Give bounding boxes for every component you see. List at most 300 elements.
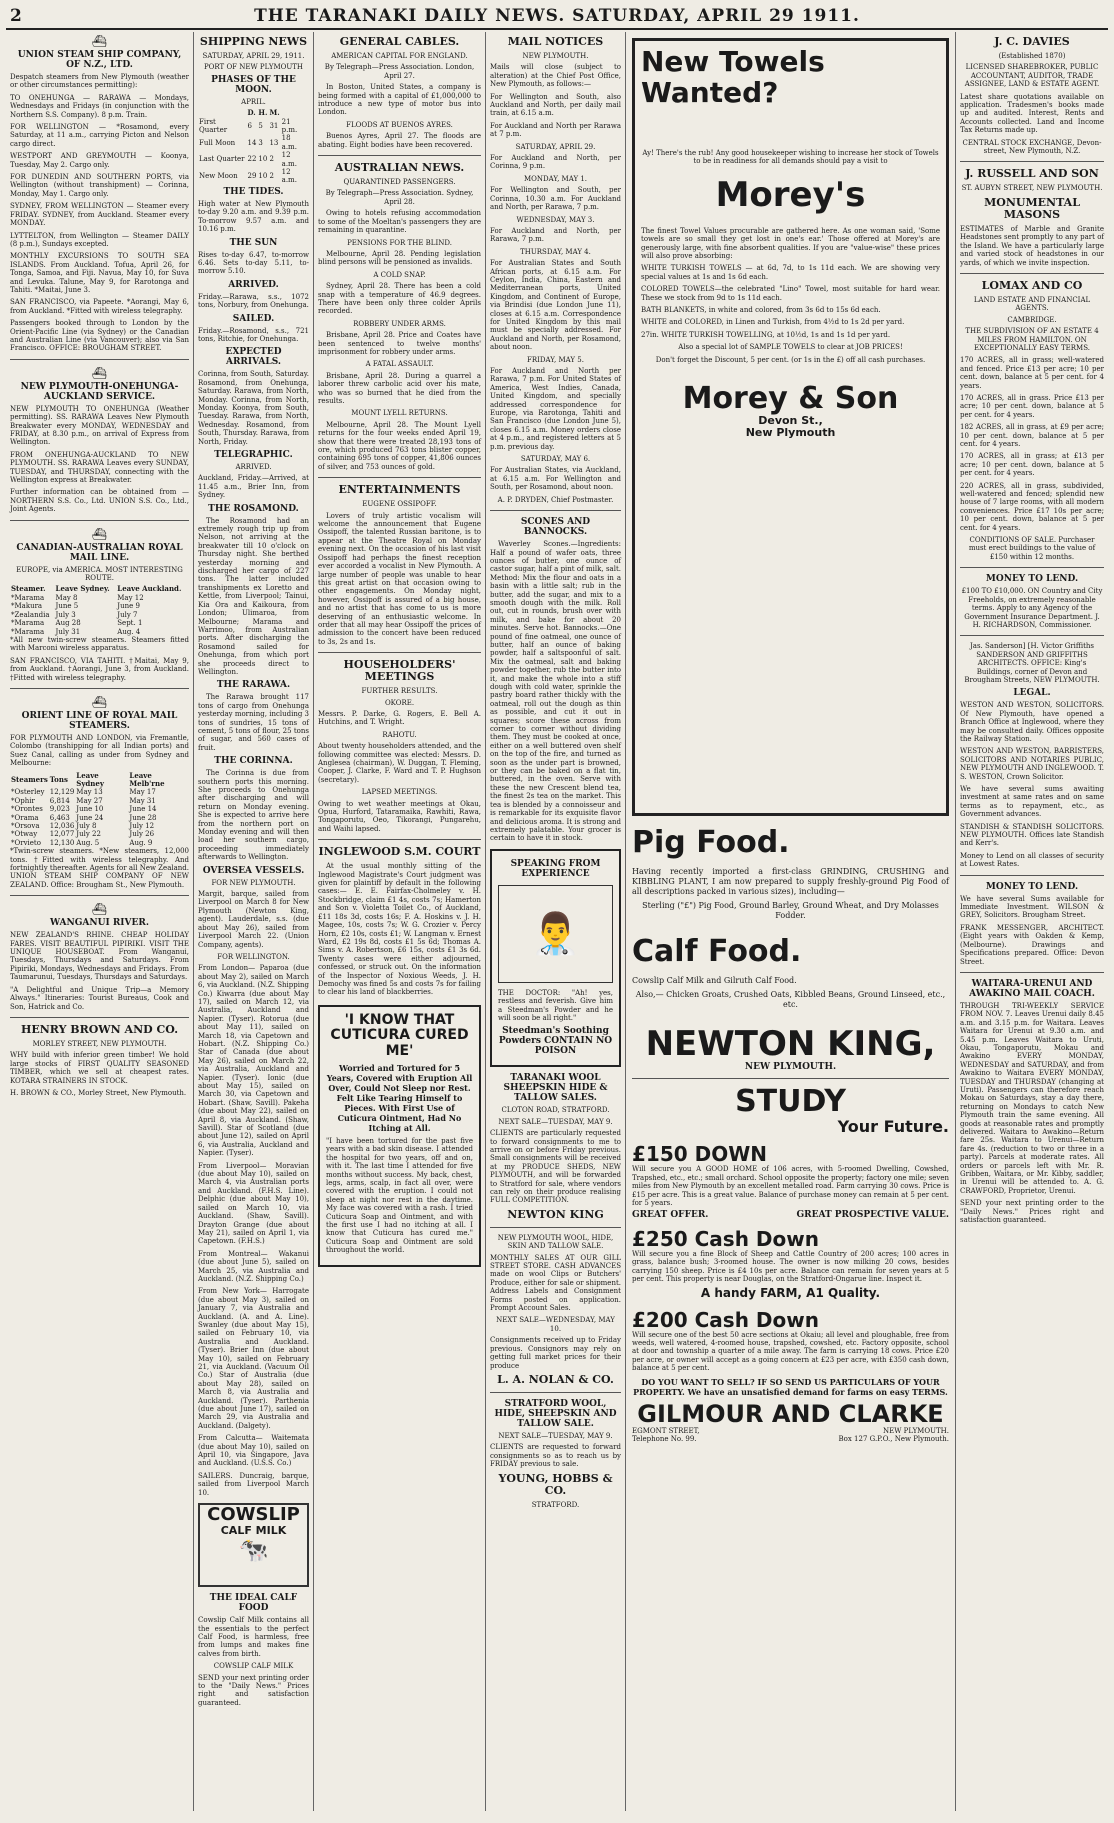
moon-heading: PHASES OF THE MOON. [211,74,296,95]
corinna-heading: THE CORINNA. [214,756,293,767]
text-c2-moon_rows-1-0: Full Moon [199,138,236,147]
text-c2-moon_rows-1-1: 14 [247,138,257,147]
text-c6-lots-0: 170 ACRES, all in grass; well-watered and fenced. Price £13 per acre; 10 per cent. down, balance at 5 per cent. for 4 years. [960,356,1104,390]
text-c1-orient_rows-3-0: *Orama [11,813,39,822]
scones-body: Waverley Scones.—Ingredients: Half a pound of wafer oats, three ounces of butter, one ounce of castor sugar, half a pint of milk, salt. Method: Mix the flour and oats in a basin with a little salt; rub in the butter, add the sugar, and mix to a smooth dough with the milk. Roll out, cut in rounds, brush over with milk, and bake for about 20 minutes. Serve hot. Bannocks.—One pound of fine oatmeal, one ounce of butter, half an ounce of baking powder, half a saltspoonful of salt. Mix the oatmeal, salt and baking powder together, rub the butter into it, and make the whole into a stiff dough with cold water, sprinkle the pastry board rather thickly with the oatmeal, roll out the dough as thin as possible, and cut it out in squares; score these across from corner to corner without dividing them. They must be cooked at once, either on a well buttered oven shelf on the top of the fire, and turned as soon as the under part is browned, or they can be baked on a flat tin, buttered, in the oven. Serve with these the new Crescent blend tea, the finest 2s tea on the market. This tea is blended by a connoisseur and is remarkable for its exquisite flavor and delicious aroma. It is strong and extremely palatable. Your grocer is certain to have it in stock. [490,540,621,843]
text-c2-moon_rows-2-0: Last Quarter [199,155,245,164]
usco-note: Despatch steamers from New Plymouth (weather or other circumstances permitting): [10,73,189,90]
text-c4-ybc: YOUNG, HOBBS & CO. [498,1471,613,1497]
table-row [10,611,189,619]
text-c5-nk_loc: NEW PLYMOUTH. [744,1062,837,1073]
study-advert [632,1085,949,1444]
oversea-london: From London— Paparoa (due about May 2), sailed on March 6, via Auckland. (N.Z. Shipping Co.) Kiwarra (due about May 17), sailed on March 12, via Australia, Auckland and Napier. (Tyser). Rotorua (due about May 11), sailed on March 18, via Capetown and Hobart. (N.Z. Shipping Co.) Star of Canada (due about May 26), sailed on March 22, via Australia, Auckland and Napier. (Tyser). Ionic (due about May 15), sailed on March 30, via Capetown and Hobart. (Shaw, Savill). Pakeha (due about May 22), sailed on April 8, via Auckland. (Shaw, Savill). Star of Scotland (due about June 12), sailed on April 6, via Australia, Auckland and Napier. (Tyser). [198,964,309,1158]
text-c1-can_rows-3-0: *Marama [11,619,45,628]
text-c4-m2: For Auckland and North per Rarawa at 7 p.m. [490,121,621,139]
text-c4-m6: For Australian States and South African ports, at 6.15 a.m. For Ceylon, India, China, Eastern and Mediterranean ports, United Kingdom, and Continent of Europe, via Brindisi (due London June 11), closes at 6.15 a.m. Correspondence for United Kingdom by this mail must be specially addressed. For Auckland and North, per Rosamond, about noon. [490,259,621,352]
text-c4-sig: A. P. DRYDEN, Chief Postmaster. [497,495,614,504]
text-c1-orient_rows-6-1: 12,130 [49,838,75,847]
text-c4-ee_foot: Steedman's Soothing Powders CONTAIN NO POISON [498,1026,613,1057]
text-c4-ybc_loc: STRATFORD. [531,1500,580,1509]
text-c3-cut_head: 'I KNOW THAT CUTICURA CURED ME' [330,1011,469,1059]
text-c4-m3: For Auckland and North, per Corinna, 9 p.m. [490,154,621,171]
text-c4-wool_next: NEXT SALE—TUESDAY, MAY 9. [498,1117,613,1126]
masthead-title: THE TARANAKI DAILY NEWS. SATURDAY, APRIL 29 1911. [254,6,860,26]
text-c1-can_rows-2-2: July 7 [117,610,138,619]
text-c6-sand: Jas. Sanderson] [H. Victor Griffiths SANDERSON AND GRIFFITHS ARCHITECTS. OFFICE: King's Buildings, corner of Devon and Brougham Streets, NEW PLYMOUTH. [964,642,1100,684]
text-c6-stand: STANDISH & STANDISH SOLICITORS. NEW PLYMOUTH. Offices late Standish and Kerr's. [960,822,1104,848]
text-c4-loc: NEW PLYMOUTH. [522,52,589,60]
usco-lyttelton: LYTTELTON, from Wellington — Steamer DAILY (8 p.m.), Sundays excepted. [10,231,189,248]
oversea-sailers: SAILERS. Duncraig, barque, sailed from Liverpool March 10. [198,1471,309,1497]
column-display-ads [626,32,956,1811]
text-c6-lots-4: 220 ACRES, all in grass, subdivided, well-watered and fenced; splendid new house of 7 large rooms, with all modern conveniences. Price £17 10s per acre; 10 per cent. down, balance at 5 per cent. for 4 years. [960,481,1104,532]
text-c3-a1_head: AMERICAN CAPITAL FOR ENGLAND. [331,52,468,60]
rosamond-body: The Rosamond had an extremely rough trip up from Nelson, not arriving at the breakwater till 10 o'clock on Thursday night. She berthed yesterday morning and discharged her cargo of 227 tons. The latter included transhipments ex Loretto and Kettle, from Liverpool; Tainui, Kia Ora and Kaikoura, from London; Ulimaroa, from Melbourne; Marama and Warrimoo, from Australian ports. After discharging the Rosamond sailed for Onehunga, from which port she proceeds direct to Wellington. [198,516,309,676]
text-c2-moon_rows-1-3: 13 [269,138,279,147]
henry-brown-body: WHY build with inferior green timber! We hold large stocks of FIRST QUALITY SEASONED TIMBER, which we sell at cheapest rates. KOTARA STRAINERS IN STOCK. [10,1051,189,1085]
text-c5-morey_addr1: Devon St., [758,414,823,428]
text-c1-orient_rows-2-2: June 10 [76,805,104,814]
wanganui-body: NEW ZEALAND'S RHINE. CHEAP HOLIDAY FARES. VISIT BEAUTIFUL PIPIRIKI. VISIT THE UNIQUE HOUSEBOAT. From Wanganui, Tuesdays, Thursdays and Saturdays. From Pipiriki, Mondays, Wednesdays and Fridays. From Taumarunui, Tuesdays, Thursdays and Saturdays. [10,931,189,982]
pig-food-advert [632,826,949,1072]
text-c5-morey_addr2: New Plymouth [745,426,836,440]
text-c5-p150: Will secure you A GOOD HOME of 106 acres, with 5-roomed Dwelling, Cowshed, Trapshed, etc., etc.; small orchard. School opposite the property; factory one mile; seven miles from New Plymouth by an excellent metalled road. Farm carrying 30 cows. Price is £15 per acre. This is a great value. Balance of purchase money can remain at 5 per cent. for 5 years. [632,1165,949,1208]
text-c4-m1: For Wellington and South, also Auckland and North, per daily mail train, at 6.15 a.m. [490,92,621,118]
text-c1-can_rows-2-0: *Zealandia [11,610,50,619]
text-c6-lomax_body: THE SUBDIVISION OF AN ESTATE 4 MILES FROM HAMILTON. ON EXCEPTIONALLY EASY TERMS. [965,327,1099,352]
text-c4-nk_body2: Consignments received up to Friday previous. Consignors may rely on getting full market prices for their produce [490,1336,621,1370]
text-c2-cowslip_sub: CALF MILK [220,1523,287,1537]
column-professional [956,32,1108,1811]
scones-heading: SCONES AND BANNOCKS. [520,517,591,538]
text-c3-a3: Owing to hotels refusing accommodation to some of the Moeltan's passengers they are remaining in quarantine. [318,209,481,235]
table-row [10,839,189,847]
sun-body: Rises to-day 6.47, to-morrow 6.46. Sets to-day 5.11, to-morrow 5.10. [198,250,309,276]
text-c2-moon_rows-3-3: 2 [269,172,274,181]
cow-icon: 🐄 [238,1535,269,1564]
text-c6-jr_addr: ST. AUBYN STREET, NEW PLYMOUTH. [961,184,1103,193]
corinna-body: The Corinna is due from southern ports this morning. She proceeds to Onehunga after discharging and will return on Monday evening. She is expected to arrive here from the northern port on Monday evening and will then load her southern cargo, proceeding immediately afterwards to Wellington. [198,769,309,862]
text-c4-nolan: L. A. NOLAN & CO. [497,1372,614,1386]
text-c5-p150_head: £150 DOWN [632,1142,768,1167]
text-c5-towels_body: The finest Towel Values procurable are gathered here. As one woman said, 'Some towels are so small they get lost in one's ear.' Those offered at Morey's are generously large, with fine absorbent qualities. If you are "value-wise" these prices will also prove absorbing: [641,226,940,261]
text-c1-orient_rows-3-2: June 24 [76,813,104,822]
text-c1-can_rows-0-2: May 12 [117,593,144,602]
text-c4-d2: MONDAY, MAY 1. [523,174,588,183]
text-c2-moon_rows-0-4: 21 p.m. [281,117,298,135]
text-c4-wool_head: TARANAKI WOOL SHEEPSKIN HIDE & TALLOW SALES. [503,1073,608,1104]
text-c3-a2_head: FLOODS AT BUENOS AYRES. [346,120,453,129]
np-service-foot: Further information can be obtained from — NORTHERN S.S. Co., Ltd. UNION S.S. Co., Ltd., Joint Agents. [10,488,189,514]
text-c5-calf_title: Calf Food. [632,934,802,969]
usco-sydney: SYDNEY, FROM WELLINGTON — Steamer every FRIDAY. SYDNEY, from Auckland. Steamer every MONDAY. [10,202,189,228]
usco-onehunga: TO ONEHUNGA — RARAWA — Mondays, Wednesdays and Fridays (in conjunction with the Northern S.S. Company). 8 p.m. Train. [10,93,189,119]
text-c1-can_rows-1-1: June 5 [55,602,79,611]
text-c3-a8: Melbourne, April 28. The Mount Lyell returns for the four weeks ended April 19, show that there were treated 28,193 tons of ore, which produced 763 tons blister copper, containing 695 tons of copper, 41,806 ounces of silver, and 753 ounces of gold. [318,420,481,471]
newton-king-title: NEWTON KING, [645,1024,936,1064]
cowslip-advert [198,1503,309,1587]
text-c3-a5_head: A COLD SNAP. [373,270,426,279]
text-c3-hh_r_body: About twenty householders attended, and the following committee was elected: Messrs. D. Anglesea (chairman), W. Duggan, T. Fleming, Cooper, J. Clarke, F. Ward and T. P. Hughson (secretary). [318,742,481,784]
text-c2-moon_cols-1: D. [247,108,256,118]
text-c1-orient_rows-0-2: May 13 [76,788,103,797]
steamer-illustration-4: ⛴ [91,694,108,709]
text-c2-moon_rows-0-1: 6 [247,121,252,130]
text-c3-hh_r: RAHOTU. [382,730,417,739]
text-c4-m8: For Australian States, via Auckland, at 6.15 a.m. For Wellington and South, per Rosamond, about noon. [490,466,621,492]
cable-american-capital: In Boston, United States, a company is being formed with a capital of £1,000,000 to introduce a new type of motor bus into London. [318,83,481,117]
text-c5-p200_head: £200 Cash Down [632,1307,819,1332]
text-c6-money: £100 TO £10,000. ON Country and City Freeholds, on extremely reasonable terms. Apply to any Agency of the Government Insurance Department. J. H. RICHARDSON, Commissioner. [961,587,1103,629]
oversea-np-body: Margit, barque, sailed from Liverpool on March 8 for New Plymouth (Newton King, agent). Lauderdale, s.s. (due about May 26), sailed from Liverpool March 22. (Union Company, agents). [198,890,309,949]
text-c6-lomax_sub: LAND ESTATE AND FINANCIAL AGENTS. [973,295,1091,313]
text-c6-money2_head: MONEY TO LEND. [985,881,1079,892]
russell-heading: J. RUSSELL AND SON [965,167,1099,181]
text-c5-t3: BATH BLANKETS, in white and colored, from 3s 6d to 15s 6d each. [641,306,881,315]
text-c5-study_title: STUDY [735,1083,846,1119]
table-row [10,619,189,627]
text-c5-gc_tel: Telephone No. 99. [632,1435,697,1444]
table-row [198,134,309,151]
wanganui-foot: "A Delightful and Unique Trip—a Memory Always." Itineraries: Tourist Bureaus, Cook and Son, Hatrick and Co. [10,985,189,1011]
text-c3-a1_by: By Telegraph—Press Association. London, April 27. [324,63,475,80]
column-shipping-ads [6,32,194,1811]
text-c5-towels_disc: Don't forget the Discount, 5 per cent. (or 1s in the £) off all cash purchases. [655,355,926,364]
rarawa-body: The Rarawa brought 117 tons of cargo from Onehunga yesterday morning, including 3 tons of sundries, 15 tons of cement, 5 tons of flour, 25 tons of sugar, and 560 cases of fruit. [198,693,310,752]
orient-line-heading: ORIENT LINE OF ROYAL MAIL STEAMERS. [21,710,178,731]
text-c3-cut_body: "I have been tortured for the past five years with a bad skin disease. I attended the hospital for two years, off and on, with it. The last time I attended for five months without success. My back, chest, legs, arms, scalp, in fact all over, were covered with the eruption. I could not sleep at night nor rest in the daytime. My face was covered with a rash. I tried Cuticura Soap and Ointment, and with the first use I had no itching at all. I know that Cuticura has cured me." Cuticura Soap and Ointment are sold throughout the world. [326,1136,473,1255]
text-c4-nk_sub: NEW PLYMOUTH WOOL, HIDE, SKIN AND TALLOW SALE. [497,1233,614,1251]
text-c4-d1: SATURDAY, APRIL 29. [515,142,596,151]
text-c1-can_rows-3-2: Sept. 1 [117,619,143,628]
text-c5-pig_list: Sterling ("£") Pig Food, Ground Barley, Ground Wheat, and Dry Molasses Fodder. [642,901,939,920]
text-c5-t4: WHITE and COLORED, in Linen and Turkish, from 4½d to 1s 2d per yard. [641,318,905,327]
text-c6-weston: WESTON AND WESTON, SOLICITORS. Of New Plymouth, have opened a Branch Office at Inglewood, where they may be consulted daily. Offices opposite the Railway Station. [960,701,1104,743]
text-c1-orient_rows-4-1: 12,036 [49,822,75,830]
text-c1-orient_rows-4-2: July 8 [76,822,97,830]
text-c1-can_cols-0: Steamer. [11,584,46,594]
rosamond-heading: THE ROSAMOND. [208,503,299,514]
text-c2-moon_rows-2-4: 12 a.m. [281,151,297,168]
text-c1-can_rows-0-1: May 8 [55,593,78,602]
cowslip-foot: COWSLIP CALF MILK [213,1662,294,1671]
gilmour-clarke-title: GILMOUR AND CLARKE [637,1399,944,1428]
text-c5-towels_title2: Wanted? [641,75,779,109]
table-row [198,168,309,185]
oversea-liverpool: From Liverpool— Moravian (due about May 10), sailed on March 4, via Australian ports and Auckland. (F.H.S. Line). Delphic (due about May 10), sailed on March 10, via Auckland. (Shaw, Savill). Drayton Grange (due about May 21), sailed on April 1, via Capetown. (F.H.S.) [198,1161,309,1246]
cable-floods: Buenos Ayres, April 27. The floods are abating. Eight bodies have been recovered. [318,132,481,149]
text-c2-moon_rows-3-4: 12 a.m. [281,168,297,185]
cowslip-body: Cowslip Calf Milk contains all the essentials to the perfect Calf Food, is harmless, free from lumps and makes fine calves from birth. [198,1616,309,1658]
henry-brown-heading: HENRY BROWN AND CO. [20,1022,179,1036]
rarawa-heading: THE RARAWA. [216,680,291,691]
table-row [10,788,189,796]
text-c1-can_cols-1: Leave Sydney. [55,584,110,594]
np-service-body: NEW PLYMOUTH TO ONEHUNGA (Weather permitting). SS. RARAWA Leaves New Plymouth Breakwater every MONDAY, WEDNESDAY and FRIDAY, at 8.30 p.m., on arrival of Express from Wellington. [10,404,189,447]
moon-table [198,109,309,185]
text-c4-strat_head: STRATFORD WOOL, HIDE, SHEEPSKIN AND TALLOW SALE. [494,1398,617,1429]
text-c4-d5: FRIDAY, MAY 5. [527,355,584,364]
usco-sanfran: SAN FRANCISCO, via Papeete. *Aorangi, May 6, from Auckland. *Fitted with wireless telegraphy. [10,298,189,315]
telegraphic-heading: TELEGRAPHIC. [214,450,293,460]
text-c6-lots-1: 170 ACRES, all in grass. Price £13 per acre; 10 per cent. down, balance at 5 per cent. for 4 years. [960,393,1104,419]
text-c1-orient_rows-0-0: *Osterley [11,788,45,797]
usco-heading: UNION STEAM SHIP COMPANY, OF N.Z., LTD. [17,50,182,70]
text-c5-calf_also: Also,— Chicken Groats, Crushed Oats, Kibbled Beans, Ground Linseed, etc., etc. [635,990,946,1009]
text-c3-cut_sub: Worried and Tortured for 5 Years, Covered with Eruption All Over, Could Not Sleep nor Rest. Felt Like Tearing Himself to Pieces. With First Use of Cuticura Ointment, Had No Itching at All. [326,1062,473,1133]
text-c2-moon_rows-3-2: 10 [258,172,268,181]
text-c5-towels_title1: New Towels [641,45,825,78]
text-c6-money2: We have several Sums available for Immediate Investment. WILSON & GREY, Solicitors. Brougham Street. [960,894,1104,920]
usco-excursions: MONTHLY EXCURSIONS TO SOUTH SEA ISLANDS. From Auckland. Tofua, April 26, for Tonga, Samoa, and Fiji. Navua, May 10, for Suva and Levuka. Talune, May 9, for Rarotonga and Tahiti. *Maitai, June 3. [10,252,189,294]
text-c5-t1: WHITE TURKISH TOWELS — at 6d, 7d, to 1s 11d each. We are showing very special values at 1s and 1s 6d each. [641,264,940,281]
text-c6-print: SEND your next printing order to the "Daily News." Prices right and satisfaction guaranteed. [960,1199,1104,1225]
shipping-news-heading: SHIPPING NEWS [199,35,308,48]
text-c5-t2: COLORED TOWELS—the celebrated "Lino" Towel, most suitable for hard wear. These we stock from 9d to 1s 11d each. [641,285,940,302]
np-service-heading: NEW PLYMOUTH-ONEHUNGA-AUCKLAND SERVICE. [20,381,179,402]
column-mail [486,32,626,1811]
expected-heading: EXPECTED ARRIVALS. [225,347,282,368]
text-c2-moon_cols-0 [198,109,246,117]
orient-schedule-table [10,772,189,848]
text-c1-can_rows-4-1: July 31 [55,627,81,636]
text-c3-hh_o: OKORE. [384,698,415,707]
text-c2-moon_rows-0-3: 31 [269,121,279,130]
inglewood-court-heading: INGLEWOOD S.M. COURT [318,845,481,859]
text-c6-jr_sub: MONUMENTAL MASONS [984,195,1080,221]
text-c5-p250: Will secure you a fine Block of Sheep and Cattle Country of 200 acres; 100 acres in grass, balance bush; 3-roomed house. The owner is now milking 20 cows, besides carrying 150 sheep. Price is £4 10s per acre. Balance can remain for seven years at 5 per cent. This property is near Douglas, on the Stratford-Ongarue line. Inspect it. [632,1249,949,1284]
steamer-illustration-2: ⛴ [91,365,108,380]
text-c6-frank: FRANK MESSENGER, ARCHITECT. (Eight years with Oakden & Kemp, (Melbourne). Drawings and Specifications prepared. Office: Devon Street. [960,923,1104,966]
text-c1-orient_rows-3-3: June 28 [129,813,157,822]
table-row [10,602,189,610]
text-c1-orient_rows-2-1: 9,023 [49,805,70,814]
text-c1-can_rows-1-2: June 9 [117,602,140,611]
shipping-date: SATURDAY, APRIL 29, 1911. [202,52,305,60]
text-c4-wool_loc: CLOTON ROAD, STRATFORD. [501,1106,610,1115]
text-c6-lots-3: 170 ACRES, all in grass; at £13 per acre; 10 per cent. down, balance at 5 per cent. for 4 years. [960,452,1104,478]
text-c1-orient_rows-6-3: Aug. 9 [129,838,153,847]
oversea-wellington: FOR WELLINGTON. [217,952,290,961]
table-row [10,628,189,636]
mail-notices-heading: MAIL NOTICES [507,35,604,48]
text-c1-orient_rows-6-0: *Orvieto [11,838,41,847]
orient-note: *Twin-screw steamers. *New steamers, 12,000 tons. †Fitted with wireless telegraphy. And fortnightly thereafter. Agents for all New Zealand. UNION STEAM SHIP COMPANY OF NEW ZEALAND. Office: Brougham St., New Plymouth. [10,847,189,889]
text-c1-orient_rows-1-3: May 31 [129,796,156,805]
text-c4-m4: For Wellington and South, per Corinna, 10.30 a.m. For Auckland and North, per Rarawa, 7 p.m. [490,186,621,212]
text-c1-orient_rows-5-2: July 22 [76,830,101,839]
text-c4-wool_body: CLIENTS are particularly requested to forward consignments to me to arrive on or before Friday previous. Small consignments will be received at my PRODUCE SHEDS, NEW PLYMOUTH, and will be forwarded to Stratford for sale, where vendors can rely on their produce realising FULL COMPETITION. [490,1129,621,1205]
towels-advert [632,38,949,816]
morey-title: Morey's [715,175,866,216]
text-c1-can_rows-2-1: July 3 [55,610,76,619]
text-c3-a7_head: A FATAL ASSAULT. [365,360,434,369]
text-c1-orient_rows-5-1: 12,077 [49,830,75,839]
text-c6-stand2: Money to Lend on all classes of security at Lowest Rates. [960,851,1104,869]
telegraphic-arrived: ARRIVED. [235,463,272,471]
text-c1-orient_rows-5-0: *Otway [11,830,38,839]
text-c3-hh_o_body: Messrs. P. Darke, G. Rogers, E. Bell A. Hutchins, and T. Wright. [318,709,481,727]
steamer-illustration: ⛴ [91,34,108,48]
table-row [10,830,189,838]
arrived-body: Friday.—Rarawa, s.s., 1072 tons, Norbury, from Onehunga. [198,292,309,310]
text-c3-a6: Brisbane, April 28. Price and Coates have been sentenced to twelve months' imprisonment for robbery under arms. [318,331,481,356]
text-c6-weston2: WESTON AND WESTON, BARRISTERS, SOLICITORS AND NOTARIES PUBLIC, NEW PLYMOUTH AND INGLEWOOD. T. S. WESTON, Crown Solicitor. [960,747,1104,781]
text-c5-calf_body: Cowslip Calf Milk and Gilruth Calf Food. [632,976,797,985]
text-c1-orient_rows-4-3: July 12 [129,822,155,830]
table-row [10,814,189,822]
text-c2-moon_rows-2-3: 2 [269,155,274,164]
printing-notice: SEND your next printing order to the "Daily News." Prices right and satisfaction guaranteed. [198,1673,309,1707]
text-c1-orient_cols-3: Leave Melb'rne [129,770,165,788]
lomax-heading: LOMAX AND CO [981,278,1083,292]
text-c4-nk_next: NEXT SALE—WEDNESDAY, MAY 10. [496,1316,615,1333]
tides-heading: THE TIDES. [223,186,284,197]
henry-brown-foot: H. BROWN & CO., Morley Street, New Plymouth. [10,1088,187,1097]
text-c4-d3: WEDNESDAY, MAY 3. [516,215,595,224]
text-c5-p150_foot1: GREAT OFFER. [632,1210,709,1221]
usco-wellington: FOR WELLINGTON — *Rosamond, every Saturday, at 11 a.m., carrying Picton and Nelson cargo direct. [10,123,189,148]
canadian-schedule-table [10,585,189,635]
text-c1-can_rows-4-2: Aug. 4 [117,627,141,636]
canadian-note: *All new twin-screw steamers. Steamers fitted with Marconi wireless apparatus. [10,635,189,653]
text-c4-strat_body: CLIENTS are requested to forward consignments so as to reach us by FRIDAY previous to sale. [490,1443,621,1469]
text-c6-lots-2: 182 ACRES, all in grass, at £9 per acre; 10 per cent. down, balance at 5 per cent. for 4 years. [960,423,1104,448]
text-c6-jcd_list: Latest share quotations available on application. Tradesmen's books made up and audited. Interest, Rents and Accounts collected. Land and Income Tax Returns made up. [960,92,1104,135]
morey-son-title: Morey & Son [682,381,899,417]
sun-heading: THE SUN [229,237,278,248]
text-c4-nk_body: MONTHLY SALES AT OUR GILL STREET STORE. CASH ADVANCES made on wool Clips or Butchers' Produce, either for sale or shipment. Address Labels and Consignment Forms posted on application. Prompt Account Sales. [490,1253,621,1313]
text-c4-m5: For Auckland and North, per Rarawa, 7 p.m. [490,226,621,244]
steedmans-advert [490,849,621,1068]
text-c2-moon_cols-2: H. [258,108,268,118]
text-c3-a4_head: PENSIONS FOR THE BLIND. [347,238,452,247]
wanganui-heading: WANGANUI RIVER. [50,918,149,929]
text-c1-orient_cols-0: Steamers [11,774,48,784]
text-c1-orient_rows-0-3: May 17 [129,788,156,797]
text-c4-intro: Mails will close (subject to alteration) at the Chief Post Office, New Plymouth, as follows:— [490,63,621,89]
table-row [198,118,309,135]
text-c6-waitara_body: THROUGH TRI-WEEKLY SERVICE FROM NOV. 7. Leaves Urenui daily 8.45 a.m. and 3.15 p.m. for Waitara. Leaves Waitara for Urenui at 9.30 a.m. and 5.45 p.m. Leaves Waitara to Uruti, Okau, Tongaporutu, Mokau and Awakino EVERY MONDAY, WEDNESDAY and SATURDAY, and from Awakino to Waitara EVERY MONDAY, TUESDAY and THURSDAY (changing at Uruti). Passengers can therefore reach Mokau on Saturdays, stay a day there, returning on Mondays to catch New Plymouth train the same evening. All goods at reasonable rates and promptly delivered. Waitara to Awakino—Return fare 25s. Waitara to Urenui—Return fare 4s. (reduction to two or three in a party). Parcels at moderate rates. All orders or parcels left with Mr. R. Gribben, Waitara, or Mr. Kibby, saddler, in Urenui will be attended to. A. G. CRAWFORD, Proprietor, Urenui. [960,1001,1104,1195]
jc-davies-heading: J. C. DAVIES [994,35,1070,48]
oversea-calcutta: From Calcutta— Waitemata (due about May 10), sailed on April 10, via Singapore, Java and Auckland. (U.S.S. Co.) [198,1434,309,1468]
text-c5-t6: Also a special lot of SAMPLE TOWELS to clear at JOB PRICES! [678,343,903,352]
text-c1-orient_rows-1-2: May 27 [76,796,103,805]
text-c6-legal: LEGAL. [1013,688,1051,699]
text-c2-moon_rows-1-2: 3 [258,138,263,147]
text-c5-study_sub: Your Future. [837,1116,949,1136]
text-c5-pig_body: Having recently imported a first-class GRINDING, CRUSHING and KIBBLING PLANT, I am now prepared to supply freshly-ground Pig Food of all descriptions packed in various sizes), including— [632,867,949,896]
text-c1-can_rows-1-0: *Makura [11,602,43,611]
moon-month: APRIL. [241,97,266,106]
riverboat-illustration: ⛴ [91,902,108,917]
newspaper-page [6,6,1108,1811]
table-row [10,594,189,602]
text-c3-ent_sub: EUGENE OSSIPOFF. [362,500,437,509]
text-c5-t5: 27in. WHITE TURKISH TOWELLING, at 10½d, 1s and 1s 1d per yard. [641,330,891,339]
text-c3-hh_l: LAPSED MEETINGS. [361,788,438,797]
tides-body: High water at New Plymouth to-day 9.20 a.m. and 9.39 p.m. To-morrow 9.57 a.m. and 10.16 p.m. [198,199,309,234]
page-number: 2 [10,6,22,26]
text-c1-orient_rows-5-3: July 26 [129,830,155,839]
text-c2-moon_cols-3: M. [269,108,280,118]
text-c4-ee_head: SPEAKING FROM EXPERIENCE [510,858,601,879]
text-c1-orient_rows-6-2: Aug. 5 [76,838,100,847]
column-cables [314,32,486,1811]
text-c2-moon_rows-0-2: 5 [258,121,263,130]
masthead [6,6,1108,30]
text-c5-sell: DO YOU WANT TO SELL? IF SO SEND US PARTICULARS OF YOUR PROPERTY. We have an unsatisfied demand for farms on easy TERMS. [633,1376,948,1397]
steamer-illustration-3: ⛴ [91,526,108,541]
text-c1-orient_cols-1: Tons [49,774,68,784]
orient-line-body: FOR PLYMOUTH AND LONDON, via Fremantle, Colombo (transhipping for all Indian ports) and Suez Canal, calling as under from Sydney and Melbourne: [10,733,189,768]
text-c2-moon_rows-3-0: New Moon [199,172,238,181]
text-c1-orient_rows-4-0: *Orsova [11,822,40,830]
doctor-illustration: 👨‍⚕️ [498,885,613,983]
inglewood-court-body: At the usual monthly sitting of the Inglewood Magistrate's Court judgment was given for plaintiff by default in the following cases:— E. E. Fairfax-Cholmeley v. H. Stockbridge, claim £1 4s, costs 7s; Hamerton and Son v. Violetta Toilet Co., of Auckland, £11 18s 3d, costs 16s; F. A. Hoskins v. J. H. Magee, 10s, costs 7s; W. G. Crozier v. Percy Horn, £2 10s, costs £1; W. Langman v. Ernest Ward, £2 19s 8d, costs £1 5s 6d; Thomas A. Sims v. A. Robertson, £6 15s, costs £1 3s 6d. Twenty cases were either adjourned, confessed, or struck out. On the information of the Inspector of Noxious Weeds, J. H. Demochy was fined 5s and costs 7s for failing to clear his land of blackberries. [318,862,481,997]
text-c5-towels_intro: Ay! There's the rub! Any good housekeeper wishing to increase her stock of Towels to be in readiness for all demands should pay a visit to [642,148,939,165]
oversea-heading: OVERSEA VESSELS. [202,865,305,876]
text-c4-m7: For Auckland and North per Rarawa, 7 p.m. For United States of America, West Indies, Canada, United Kingdom, and specially addressed correspondence for Europe, via Rarotonga, Tahiti and San Francisco (due London June 5), closes 6.15 a.m. Money orders close at 4 p.m., and registered letters at 5 p.m. previous day. [490,367,621,451]
entertainments-body: Lovers of truly artistic vocalism will welcome the announcement that Eugene Ossipoff, the talented Russian baritone, is to appear at the Theatre Royal on Monday evening next. On the occasion of his last visit Ossipoff had perhaps the finest reception ever accorded a vocalist in New Plymouth. A large number of people was unable to hear this great artist on that occasion owing to other engagements. On Monday night, however, Ossipoff is assured of a big house, and no artist that has come to us is more deserving of an enthusiastic welcome. In order that all may hear Ossipoff the prices of admission to the concert have been reduced to 3s, 2s and 1s. [318,511,481,646]
text-c5-p200: Will secure one of the best 50 acre sections at Okaiu; all level and ploughable, free from weeds, well watered, 4-roomed house, trapshed, cowshed, etc. Factory opposite, school at door and township a quarter of a mile away. The farm is carrying 18 cows. Price £20 per acre, or owner will accept as a going concern at £23 per acre, with £350 cash down, balance at 5 per cent. [632,1330,949,1373]
householders-heading: HOUSEHOLDERS' MEETINGS [343,658,456,684]
text-c4-strat_next: NEXT SALE—TUESDAY, MAY 9. [498,1431,613,1440]
canadian-line-heading: CANADIAN-AUSTRALIAN ROYAL MAIL LINE. [16,542,183,563]
text-c5-gc_addr2: NEW PLYMOUTH. [883,1427,949,1436]
text-c6-jcd_foot: CENTRAL STOCK EXCHANGE, Devon-street, New Plymouth, N.Z. [962,138,1102,156]
expected-body: Corinna, from South, Saturday. Rosamond, from Onehunga, Saturday. Rarawa, from North, Monday. Corinna, from North, Monday. Koonya, from South, Tuesday. Rarawa, from North, Wednesday. Rosamond, from South, Thursday. Rarawa, from North, Friday. [198,370,309,446]
usco-booked: Passengers booked through to London by the Orient-Pacific Line (via Sydney) or the Canadian and Australian Line (via Vancouver); also via San Francisco. OFFICE: BROUGHAM STREET. [10,319,189,353]
text-c3-hh_l_body: Owing to wet weather meetings at Okau, Opua, Hurford, Tataramaika, Rawhiti, Rawa, Tongaporutu, Oeo, Tikorangi, Pungarehu, and Waihi lapsed. [318,799,481,833]
canadian-line-sub: EUROPE, via AMERICA. MOST INTERESTING ROUTE. [16,565,183,583]
henry-brown-address: MORLEY STREET, NEW PLYMOUTH. [32,1039,167,1048]
entertainments-heading: ENTERTAINMENTS [338,483,461,497]
australian-news-heading: AUSTRALIAN NEWS. [334,161,465,175]
text-c1-orient_rows-2-3: June 14 [129,805,157,814]
column-shipping-news [194,32,314,1811]
text-c3-a7: Brisbane, April 28. During a quarrel a laborer threw carbolic acid over his mate, who was so burned that he died from the results. [318,371,481,405]
table-row [198,151,309,168]
text-c6-jcd_body: LICENSED SHAREBROKER, PUBLIC ACCOUNTANT, AUDITOR, TRADE ASSIGNEE, LAND & ESTATE AGENT. [964,63,1100,89]
oversea-np: FOR NEW PLYMOUTH. [211,878,296,887]
text-c4-d6: SATURDAY, MAY 6. [520,455,591,464]
text-c6-lomax_loc: CAMBRIDGE. [1007,315,1057,324]
text-c2-moon_rows-0-0: First Quarter [199,117,228,135]
text-c3-a4: Melbourne, April 28. Pending legislation blind persons will be pensioned as invalids. [318,249,481,267]
text-c1-can_rows-0-0: *Marama [11,593,45,602]
text-c3-a6_head: ROBBERY UNDER ARMS. [353,319,446,328]
oversea-newyork: From New York— Harrogate (due about May 3), sailed on January 7, via Australia and Auckland. (A. and A. Line). Swanley (due about May 15), sailed on February 10, via Australia and Auckland. (Tyser). Brier Inn (due about May 10), sailed on February 21, via Auckland. (Vacuum Oil Co.) Star of Australia (due about May 28), sailed on March 8, via Australia and Auckland. (Tyser). Parthenia (due about June 17), sailed on March 29, via Australia and Auckland. (Dalgety). [198,1287,309,1430]
text-c5-p250_foot: A handy FARM, A1 Quality. [700,1286,881,1301]
table-row [10,805,189,813]
sailed-heading: SAILED. [232,313,275,324]
text-c6-jr_body: ESTIMATES of Marble and Granite Headstones sent promptly to any part of the Island. We have a particularly large and varied stock of headstones in our yards, of which we invite inspection. [960,224,1104,267]
text-c5-p250_head: £250 Cash Down [632,1226,819,1251]
text-c1-orient_rows-3-1: 6,463 [49,813,70,822]
text-c1-orient_rows-1-1: 6,814 [49,796,70,805]
telegraphic-body: Auckland, Friday.—Arrived, at 11.45 a.m., Brier Inn, from Sydney. [198,474,309,500]
text-c3-a5: Sydney, April 28. There has been a cold snap with a temperature of 46.9 degrees. There have been only three colder Aprils recorded. [318,282,481,316]
text-c6-money_head: MONEY TO LEND. [985,574,1079,585]
text-c2-cowslip_title: COWSLIP [207,1504,300,1526]
usco-westport: WESTPORT AND GREYMOUTH — Koonya, Tuesday, May 2. Cargo only. [10,152,189,169]
np-service-body-2: FROM ONEHUNGA-AUCKLAND TO NEW PLYMOUTH. SS. RARAWA Leaves every SUNDAY, TUESDAY, and THURSDAY, connecting with the Wellington express at Breakwater. [10,450,189,485]
text-c5-gc_box: Box 127 G.P.O., New Plymouth. [838,1435,949,1444]
text-c3-hh_sub: FURTHER RESULTS. [361,687,438,696]
text-c1-can_cols-2: Leave Auckland. [117,584,182,594]
text-c4-d4: THURSDAY, MAY 4. [520,247,591,256]
